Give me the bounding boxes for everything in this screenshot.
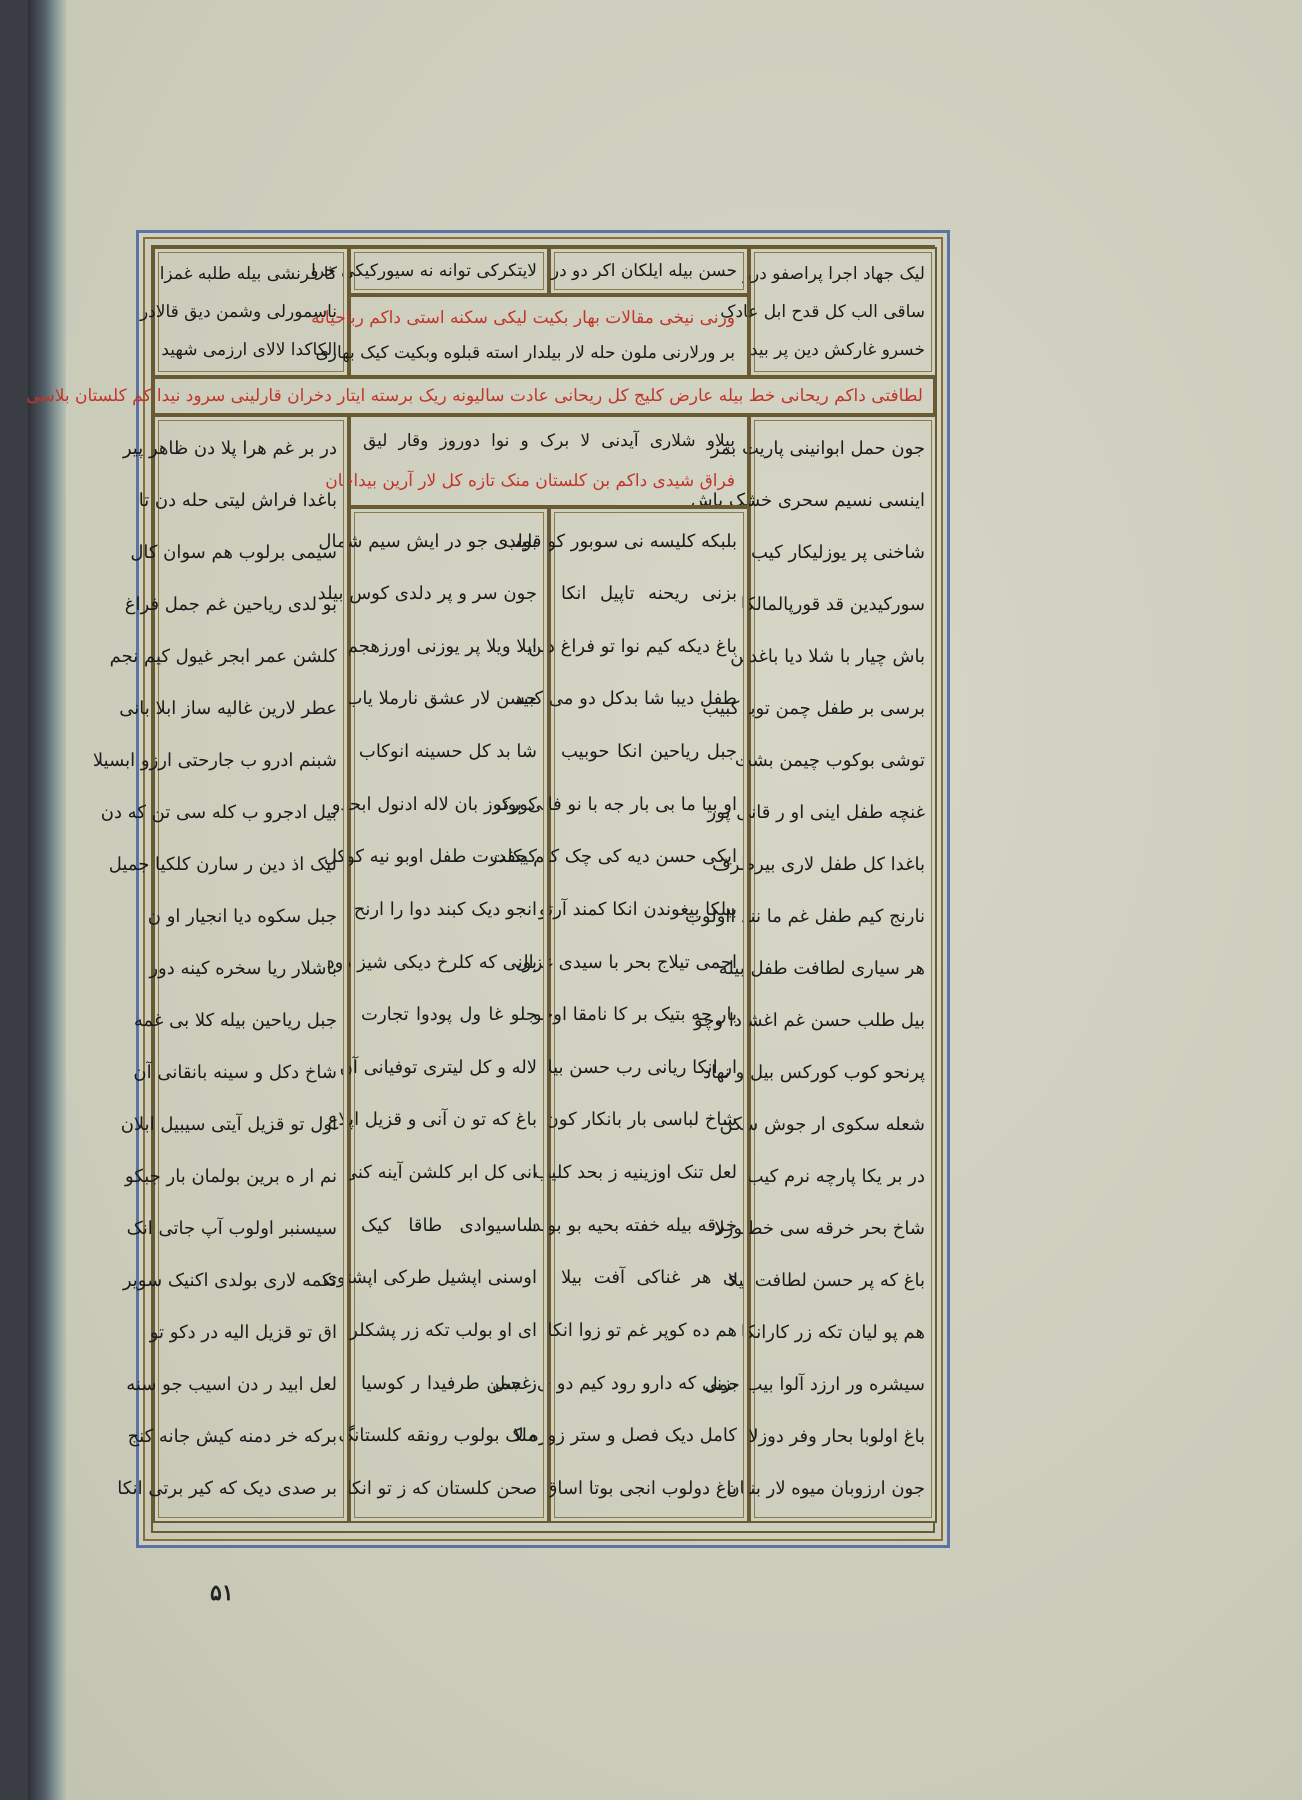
verse-line: فراق شیدی داکم بن کلستان منک تازه کل لار آرین بیداجان — [325, 470, 735, 491]
column-center-right — [489, 507, 749, 1523]
verse-line: بیلکا بیغوندن انکا کمند آرتو — [538, 898, 737, 920]
verse-line: کلشن عمر ابجر غیول کیم نجم — [109, 646, 337, 668]
text-frame — [26, 230, 950, 1548]
verse-line: باغ دیکه کیم نوا تو فراغ دین — [528, 635, 737, 657]
manuscript-page — [28, 0, 1302, 1800]
verse-line: جبل ریاحین انکا حوبیب — [561, 741, 737, 763]
verse-line: توشی بوکوب چیمن بشت — [734, 750, 925, 772]
column-left — [92, 415, 349, 1523]
verse-line: ی هر غناکی آفت بیلا — [561, 1267, 737, 1289]
verse-line: بزنی که دارو رود کیم دو ی غسل — [492, 1372, 737, 1394]
verse-line: اق تو قزیل الیه در دکو تو — [149, 1322, 337, 1344]
verse-line: ورنی نیخی مقالات بهار بکیت لیکی سکنه استی داکم رباحیانه — [311, 308, 735, 329]
verse-line: عطر لارین غالیه ساز ابلا بانی — [119, 698, 337, 720]
verse-line: نم ار ه برین بولمان بار جبکو — [125, 1166, 337, 1188]
verse-line: لیک اذ دین ر سارن کلکیا جمیل — [108, 854, 337, 876]
verse-line: باشلار ریا سخره کینه دور — [149, 958, 337, 980]
verse-line: ز جمن طرفیدا ر کوسیا — [361, 1372, 537, 1394]
center-couplet-band — [311, 295, 749, 377]
verse-line: اینسی نسیم سحری خشک باش — [690, 490, 925, 512]
verse-line: ار انکا ریانی رب حسن بیلا — [542, 1056, 737, 1078]
verse-line: خرقه بیله خفته بحیه بو بولدا — [527, 1214, 737, 1236]
verse-line: نارنج کیم طفل غم ما نند ااولوب — [684, 906, 925, 928]
verse-line: جبل سکوه دیا انجیار او ن — [147, 906, 337, 928]
verse-line: شاخ دکل و سینه بانقانی آن — [133, 1062, 337, 1084]
verse-line: سورکیدین قد قورپالمالکا — [740, 594, 925, 616]
verse-line: لیک جهاد اجرا پراصفو درو — [742, 263, 925, 284]
verse-line: ای او بولب تکه زر پشکلر — [349, 1319, 537, 1341]
verse-line: ایکی حسن دیه کی چک کیم جفت — [489, 846, 737, 868]
verse-line: لطافتی داکم ریحانی خط بیله عارض کلیج کل ریحانی عادت سالیونه ریک برسته ایتار دخران قارلینی سرود نیدا کم کلستان بلاسی — [26, 385, 923, 406]
verse-line: باغ که تو ن آنی و قزیل اپلاع — [327, 1109, 537, 1131]
facing-page-text — [34, 250, 54, 650]
verse-line: حسن لار عشق نارملا یاب — [345, 688, 537, 710]
verse-line: انجو دیک کبند دوا را ارنح — [353, 898, 537, 920]
verse-line: بلبکه کلیسه نی سوبور کو قلیب — [503, 530, 737, 552]
verse-line: باغدا کل طفل لاری بیرطرف — [712, 854, 925, 876]
verse-line: جلو غا ول پودوا تجارت — [361, 1004, 537, 1026]
verse-line: شاخنی پر یوزلیکار کیب — [751, 542, 925, 564]
verse-line: لایتکرکی توانه نه سیورکیکی خرا — [311, 260, 537, 281]
verse-line: شعله سکوی ار جوش سکن — [719, 1114, 925, 1136]
verse-line: باغ اولوبا بحار وفر دوزلا — [748, 1426, 925, 1448]
verse-line: لاله و کل لیتری توفیانی آن — [339, 1056, 537, 1078]
verse-line: صحن کلستان که ز تو انکا — [346, 1477, 537, 1499]
verse-line: شبنم ادرو ب جارحتی ارزو ابسیلا — [92, 750, 337, 772]
verse-line: بولدی جو در ایش سیم شمال — [318, 530, 537, 552]
verse-line: بار جه بتیک بر کا نامقا اوچو — [532, 1004, 737, 1026]
verse-line: احمی تیلاج بحر با سیدی غزال — [515, 951, 737, 973]
verse-line: طفل دیبا شا بدکل دو می کبید — [514, 688, 737, 710]
verse-line: برسی بر طفل چمن توبا کبیب — [702, 698, 925, 720]
verse-line: ملک بولوب رونقه کلستانگ — [338, 1425, 537, 1447]
verse-line: ایلا ویلا پر یوزنی اورزهجم — [346, 635, 537, 657]
verse-line: باغ که پر حسن لطافت بیلا — [727, 1270, 925, 1292]
verse-line: بزنی ریحنه تاپیل انکا — [561, 583, 737, 605]
binding-spine — [28, 0, 66, 1800]
verse-line: شا بد کل حسینه انوکاب — [358, 741, 537, 763]
verse-line: سیسنبر اولوب آپ جاتی انک — [126, 1218, 337, 1240]
verse-line: هم پو لیان تکه زر کارانکا — [740, 1322, 925, 1344]
top-right-panel — [720, 247, 937, 377]
verse-line: الکاکدا لالای ارزمی شهید — [161, 339, 337, 360]
verse-line: بیل طلب حسن غم اغشادا وچو — [693, 1010, 925, 1032]
full-width-couplet-band — [26, 377, 937, 415]
verse-line: بر صدی دیک که کیر برتی انکا — [117, 1478, 337, 1500]
verse-line: بونی که کلرخ دیکی شیز دود — [326, 951, 537, 973]
verse-line: بیل ادجرو ب کله سی تن که دن — [100, 802, 337, 824]
verse-line: در بر یکا پارچه نرم کیب — [746, 1166, 925, 1188]
verse-line: شاخ بحر خرقه سی خطبوزلا — [714, 1218, 925, 1240]
verse-line: باغ دولوب انجی بوتا اساق — [543, 1477, 737, 1499]
verse-line: انی کل ابر کلشن آینه کنی — [342, 1162, 537, 1184]
verse-line: لعل تنک اوزینیه ز بحد کلیب — [533, 1162, 737, 1184]
verse-line: کورکوز بان لاله ادنول ابحدو — [331, 793, 537, 815]
verse-line: شاخ لباسی بار بانکار کون — [545, 1109, 737, 1131]
verse-line: جون سر و پر دلدی کوس بیلد — [317, 583, 537, 605]
verse-line: اوسنی اپشیل طرکی اپشتوی — [322, 1267, 537, 1289]
verse-line: غنچه طفل اینی او ر قانی پور — [707, 802, 925, 824]
verse-line: هم ده کوپر غم تو زوا انکا — [547, 1319, 737, 1341]
verse-line: لعل ابید ر دن اسیب جو سنه — [126, 1374, 337, 1396]
verse-line: ناسمورلی وشمن دیق قالادر — [139, 301, 337, 322]
verse-line: در بر غم هرا پلا دن ظاهر پیر — [122, 438, 337, 460]
column-right — [684, 415, 937, 1523]
verse-line: ساسیوادی طاقا کیک — [361, 1214, 537, 1236]
verse-line: بو لدی ریاحین غم جمل فراغ — [124, 594, 337, 616]
middle-couplet-band — [325, 415, 749, 507]
verse-line: باش چیار با شلا دیا باغدین — [730, 646, 925, 668]
top-panel-three — [311, 247, 549, 295]
verse-line: خسرو غارکش دین پر بید — [749, 339, 925, 360]
verse-line: بیلاو شلاری آیدنی لا برک و نوا دوروز وقار لیق — [363, 430, 735, 451]
verse-line: او بیا ما بی بار جه با نو فانی بوتر — [492, 793, 737, 815]
verse-line: جبل ریاحین بیله کلا بی غمه — [133, 1010, 337, 1032]
verse-line: اول تو قزیل آیتی سیبیل ابلان — [120, 1114, 337, 1136]
folio-number: ۵۱ — [210, 1580, 234, 1606]
verse-line: پرنحو کوب کورکس بیل و نهاد — [703, 1062, 925, 1084]
verse-line: تکمه لاری بولدی اکنیک سویر — [122, 1270, 337, 1292]
verse-line: کا فرنشی بیله طلبه غمزا — [159, 263, 337, 284]
verse-line: برکه خر دمنه کیش جانه کنج — [127, 1426, 337, 1448]
verse-line: ساقی الب کل قدح ابل عادک — [720, 301, 925, 322]
verse-line: سیمی برلوب هم سوان کال — [130, 542, 337, 564]
verse-line: سیشره ور ارزد آلوا بیب حمل — [704, 1374, 925, 1396]
verse-line: حسن بیله ایلکان اکر دو در — [550, 260, 737, 281]
verse-line: هر سیاری لطافت طفل بیله — [718, 958, 925, 980]
verse-line: جون ارزوبان میوه لار بنیان — [726, 1478, 925, 1500]
verse-line: کیکلدرت طفل اوبو نیه کوکل — [323, 846, 537, 868]
verse-line: باغدا فراش لیتی حله دن تا — [138, 490, 337, 512]
verse-line: کامل دیک فصل و ستر زوره لا — [513, 1425, 737, 1447]
top-panel-two — [549, 247, 749, 295]
column-center-left — [317, 507, 549, 1523]
verse-line: جون حمل ابوانینی پاریت بمر — [710, 438, 925, 460]
verse-line: بر ورلارنی ملون حله لار بیلدار استه قبلوه وبکیت کیک بهاری — [315, 343, 735, 364]
text-frame-inner — [26, 245, 935, 1533]
